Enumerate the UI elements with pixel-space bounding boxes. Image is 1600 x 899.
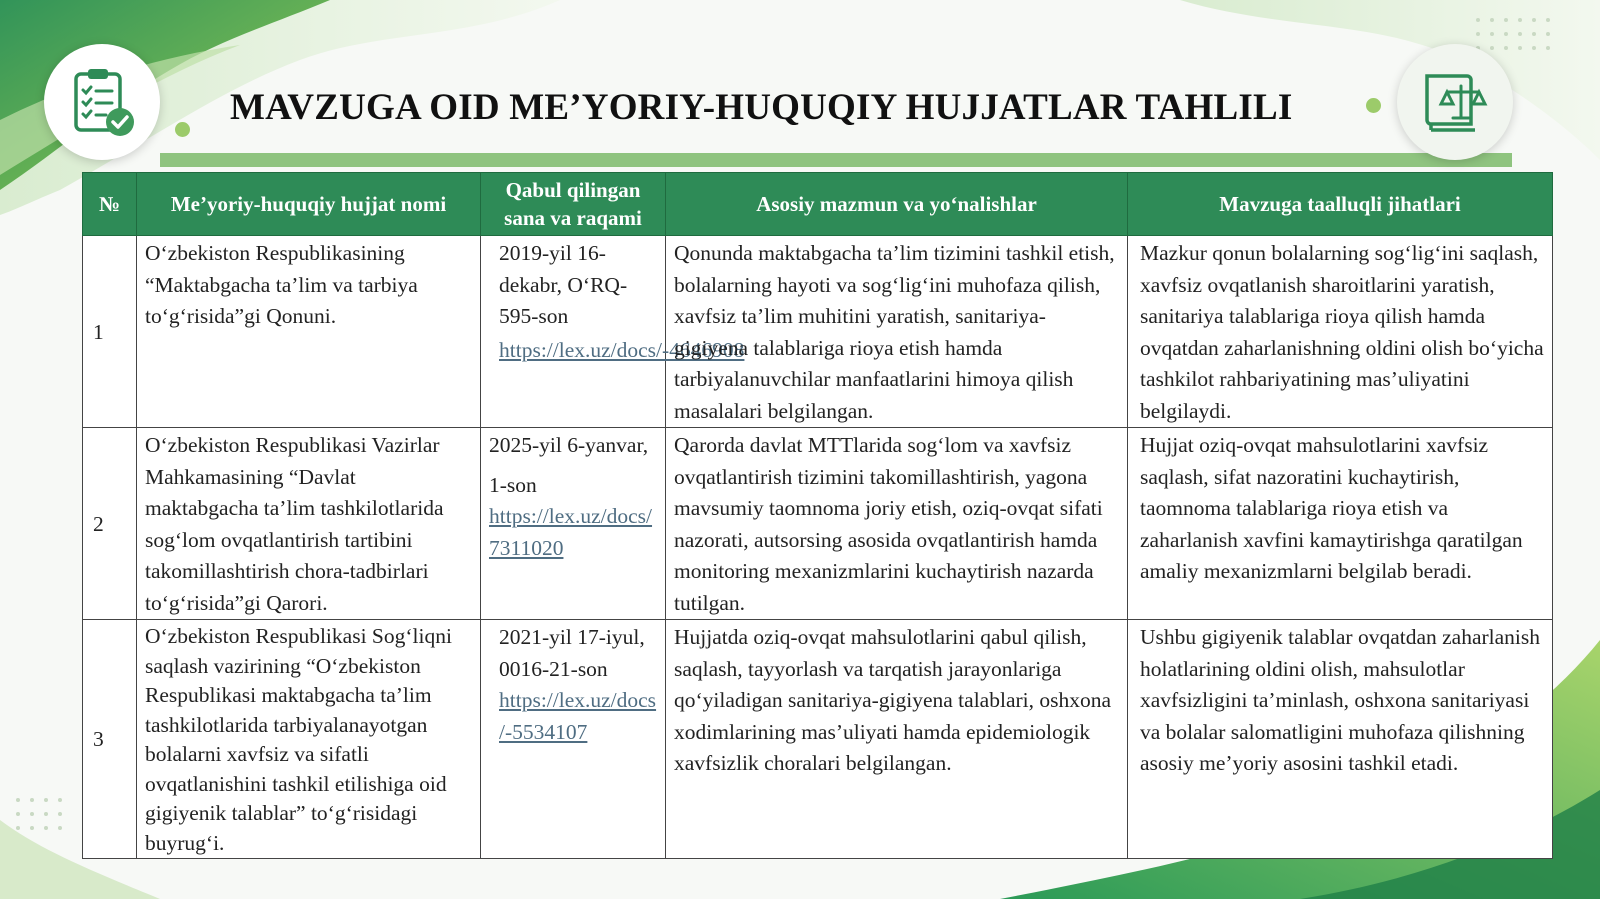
document-name: O‘zbekiston Respublikasi Vazirlar Mahkamasining “Davlat maktabgacha ta’lim tashkilotlarida sog‘lom ovqatlantirish tartibini takomillashtirish chora-tadbirlari to‘g‘risida”gi Qarori.	[137, 428, 481, 620]
adoption-date-text: 2025-yil 6-yanvar,	[489, 433, 649, 457]
table-row	[83, 236, 1553, 428]
row-number: 2	[83, 428, 137, 620]
topic-relevance: Hujjat oziq-ovqat mahsulotlarini xavfsiz saqlash, sifat nazoratini kuchaytirish, taomnoma talablariga rioya etish va zaharlanish xavfini kamaytirishga qaratilgan amaliy mexanizmlarni belgilab beradi.	[1128, 428, 1553, 620]
row-number: 3	[83, 620, 137, 859]
document-link[interactable]: https://lex.uz/docs/7311020	[489, 504, 653, 560]
header-number: №	[83, 173, 137, 236]
topic-relevance: Mazkur qonun bolalarning sog‘lig‘ini saqlash, xavfsiz ovqatlanish sharoitlarini yaratish, sanitariya talablariga rioya qilish hamda ovqatdan zaharlanishning oldini olish bo‘yicha tashkilot rahbariyatining mas’uliyatini belgilaydi.	[1128, 236, 1553, 428]
checklist-clipboard-icon	[44, 44, 160, 160]
header-main-content: Asosiy mazmun va yo‘nalishlar	[666, 173, 1128, 236]
documents-table	[82, 172, 1553, 859]
main-content: Qarorda davlat MTTlarida sog‘lom va xavfsiz ovqatlantirish tizimini takomillashtirish, yagona mavsumiy taomnoma joriy etish, oziq-ovqat sifati nazorati, autsorsing asosida ovqatlantirish hamda monitoring mexanizmlarini kuchaytirish nazarda tutilgan.	[666, 428, 1128, 620]
adoption-date-cell	[481, 620, 666, 859]
table-header-row	[83, 173, 1553, 236]
header-document-name: Me’yoriy-huquqiy hujjat nomi	[137, 173, 481, 236]
page-title: MAVZUGA OID ME’YORIY-HUQUQIY HUJJATLAR TAHLILI	[230, 87, 1293, 128]
header-adoption-date: Qabul qilingan sana va raqami	[481, 173, 666, 236]
table-row	[83, 620, 1553, 859]
document-name: O‘zbekiston Respublikasi Sog‘liqni saqlash vazirining “O‘zbekiston Respublikasi maktabgacha ta’lim tashkilotlarida tarbiyalanayotgan bolalarni xavfsiz va sifatli ovqatlanishini tashkil etilishiga oid gigiyenik talablar” to‘g‘risidagi buyrug‘i.	[137, 620, 481, 859]
law-book-scales-icon	[1397, 44, 1513, 160]
adoption-date-text: 2019-yil 16-dekabr, O‘RQ-595-son	[499, 241, 628, 328]
adoption-date-cell	[481, 428, 666, 620]
adoption-number: 1-son	[489, 472, 537, 497]
topic-relevance: Ushbu gigiyenik talablar ovqatdan zaharlanish holatlarining oldini olish, mahsulotlar xavfsizligini ta’minlash, oshxona sanitariyasi va bolalar salomatligini muhofaza qilishning asosiy me’yoriy asosini tashkil etadi.	[1128, 620, 1553, 859]
documents-table-container	[82, 172, 1553, 859]
adoption-date-cell	[481, 236, 745, 428]
main-content: Qonunda maktabgacha ta’lim tizimini tashkil etish, bolalarning hayoti va sog‘lig‘ini muhofaza qilish, xavfsiz ta’lim muhitini yaratish, sanitariya-gigiyena talablariga rioya etish hamda tarbiyalanuvchilar manfaatlarini himoya qilish masalalari belgilangan.	[666, 236, 1128, 428]
document-name: O‘zbekiston Respublikasining “Maktabgacha ta’lim va tarbiya to‘g‘risida”gi Qonuni.	[137, 236, 481, 428]
header-topic-relevance: Mavzuga taalluqli jihatlari	[1128, 173, 1553, 236]
document-link[interactable]: https://lex.uz/docs/-4646908	[499, 337, 745, 362]
main-content: Hujjatda oziq-ovqat mahsulotlarini qabul qilish, saqlash, tayyorlash va tarqatish jarayonlariga qo‘yiladigan sanitariya-gigiyena talablari, oshxona xodimlarining mas’uliyati hamda epidemiologik xavfsizlik choralari belgilangan.	[666, 620, 1128, 859]
row-number: 1	[83, 236, 137, 428]
document-link[interactable]: https://lex.uz/docs/-5534107	[499, 688, 657, 744]
adoption-date-text: 2021-yil 17-iyul, 0016-21-son	[499, 625, 645, 681]
decor-dot-left	[175, 122, 190, 137]
table-row	[83, 428, 1553, 620]
